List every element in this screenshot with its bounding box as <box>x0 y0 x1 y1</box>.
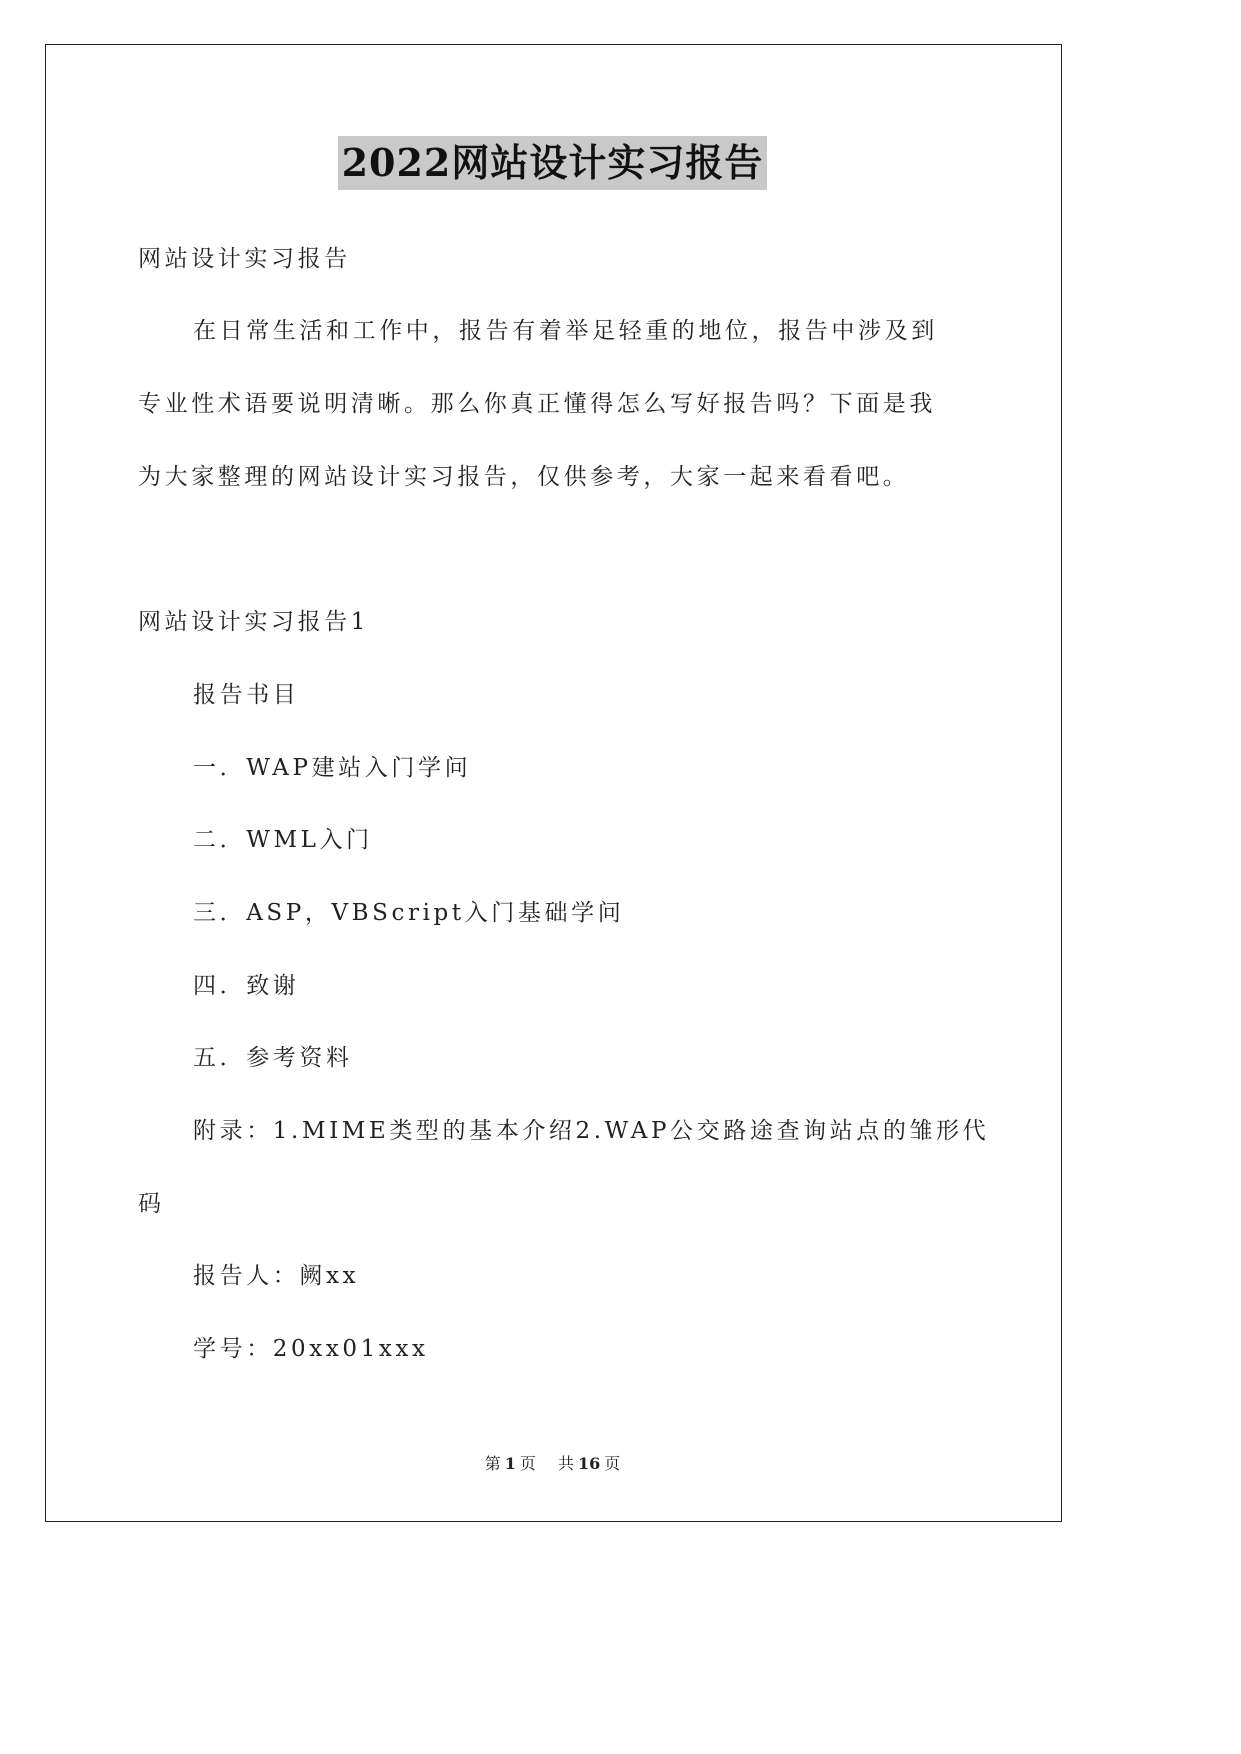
footer-page-total: 16 <box>577 1454 601 1473</box>
intro-paragraph-line-1: 在日常生活和工作中，报告有着举足轻重的地位，报告中涉及到 <box>193 318 938 344</box>
reporter-line: 报告人：阙xx <box>193 1263 360 1289</box>
page-footer <box>0 1453 1105 1475</box>
document-heading: 网站设计实习报告 <box>138 246 351 272</box>
footer-page-prefix: 第 <box>484 1454 501 1473</box>
document-title: 2022网站设计实习报告 <box>338 136 768 190</box>
appendix-line-1: 附录：1.MIME类型的基本介绍2.WAP公交路途查询站点的雏形代 <box>193 1118 990 1144</box>
intro-paragraph-line-3: 为大家整理的网站设计实习报告，仅供参考，大家一起来看看吧。 <box>138 464 910 490</box>
section-title: 网站设计实习报告1 <box>138 609 370 635</box>
footer-page-current: 1 <box>504 1454 516 1473</box>
student-id-line: 学号：20xx01xxx <box>193 1336 429 1362</box>
contents-label: 报告书目 <box>193 682 300 708</box>
title-container <box>0 136 1105 190</box>
footer-total-prefix: 共 <box>557 1454 574 1473</box>
contents-item: 五．参考资料 <box>193 1045 353 1071</box>
footer-page-suffix: 页 <box>519 1454 536 1473</box>
contents-item: 一．WAP建站入门学问 <box>193 755 472 781</box>
contents-item: 二．WML入门 <box>193 827 373 853</box>
footer-total-suffix: 页 <box>604 1454 621 1473</box>
intro-paragraph-line-2: 专业性术语要说明清晰。那么你真正懂得怎么写好报告吗？下面是我 <box>138 391 936 417</box>
appendix-line-2: 码 <box>138 1191 165 1217</box>
contents-item: 四．致谢 <box>193 973 300 999</box>
contents-item: 三．ASP，VBScript入门基础学问 <box>193 900 625 926</box>
